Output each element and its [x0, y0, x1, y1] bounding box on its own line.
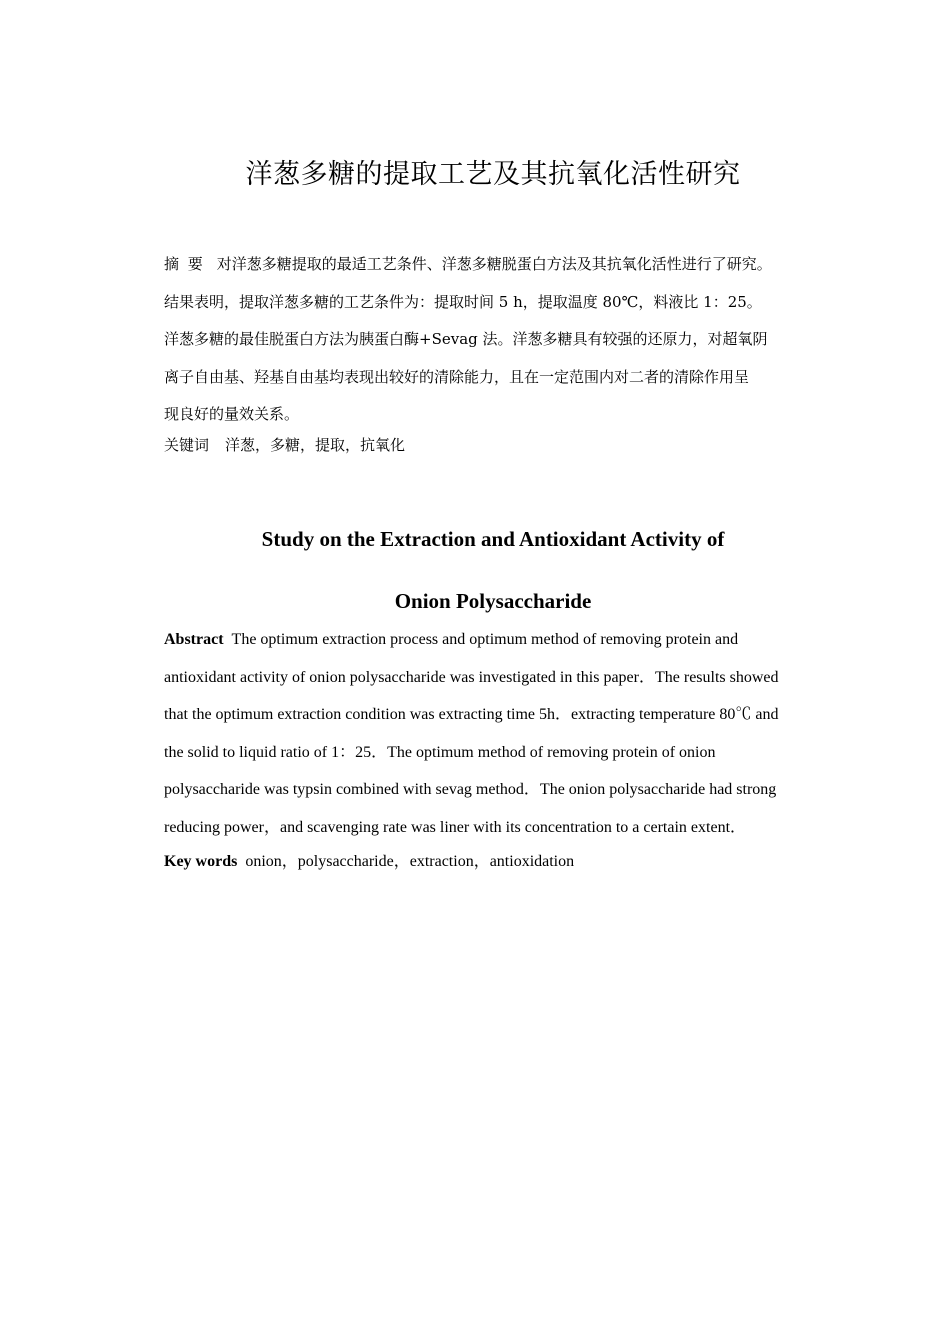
english-abstract-line: antioxidant activity of onion polysaccharide was investigated in this paper．The results showed [164, 668, 779, 686]
english-abstract-text: The optimum extraction process and optimum method of removing protein and [231, 631, 739, 648]
chinese-keywords-text: 洋葱，多糖，提取，抗氧化 [225, 436, 406, 454]
english-title [0, 508, 950, 632]
chinese-abstract-line: 现良好的量效关系。 [164, 405, 300, 423]
chinese-abstract-line: 洋葱多糖的最佳脱蛋白方法为胰蛋白酶+Sevag 法。洋葱多糖具有较强的还原力，对超氧阴 [164, 330, 768, 348]
english-title-line-1: Study on the Extraction and Antioxidant Activity of [261, 527, 725, 551]
english-keywords-label: Key words [164, 853, 238, 870]
chinese-abstract-text: 对洋葱多糖提取的最适工艺条件、洋葱多糖脱蛋白方法及其抗氧化活性进行了研究。 [216, 255, 772, 273]
english-abstract-line: that the optimum extraction condition was extracting time 5h．extracting temperature 80℃ and [164, 706, 779, 723]
chinese-abstract-label: 摘 要 [164, 255, 205, 273]
english-title-line-2: Onion Polysaccharide [394, 589, 592, 613]
english-abstract-label: Abstract [164, 631, 224, 648]
chinese-abstract-line [164, 246, 836, 284]
english-abstract-line: polysaccharide was typsin combined with sevag method．The onion polysaccharide had strong [164, 781, 777, 798]
english-abstract-line: reducing power，and scavenging rate was liner with its concentration to a certain extent． [164, 818, 747, 836]
english-abstract-line: the solid to liquid ratio of 1：25．The optimum method of removing protein of onion [164, 743, 716, 761]
chinese-keywords-label: 关键词 [164, 436, 210, 454]
english-abstract-line [164, 621, 836, 659]
chinese-title: 洋葱多糖的提取工艺及其抗氧化活性研究 [245, 159, 741, 190]
chinese-abstract [164, 246, 836, 434]
english-keywords [164, 847, 836, 877]
chinese-keywords [164, 430, 836, 460]
english-keywords-text: onion，polysaccharide，extraction，antioxidation [245, 853, 575, 870]
english-abstract [164, 621, 836, 846]
chinese-abstract-line: 离子自由基、羟基自由基均表现出较好的清除能力，且在一定范围内对二者的清除作用呈 [164, 367, 750, 386]
chinese-abstract-line: 结果表明，提取洋葱多糖的工艺条件为：提取时间 5 h，提取温度 80℃，料液比 1：25。 [164, 292, 762, 311]
